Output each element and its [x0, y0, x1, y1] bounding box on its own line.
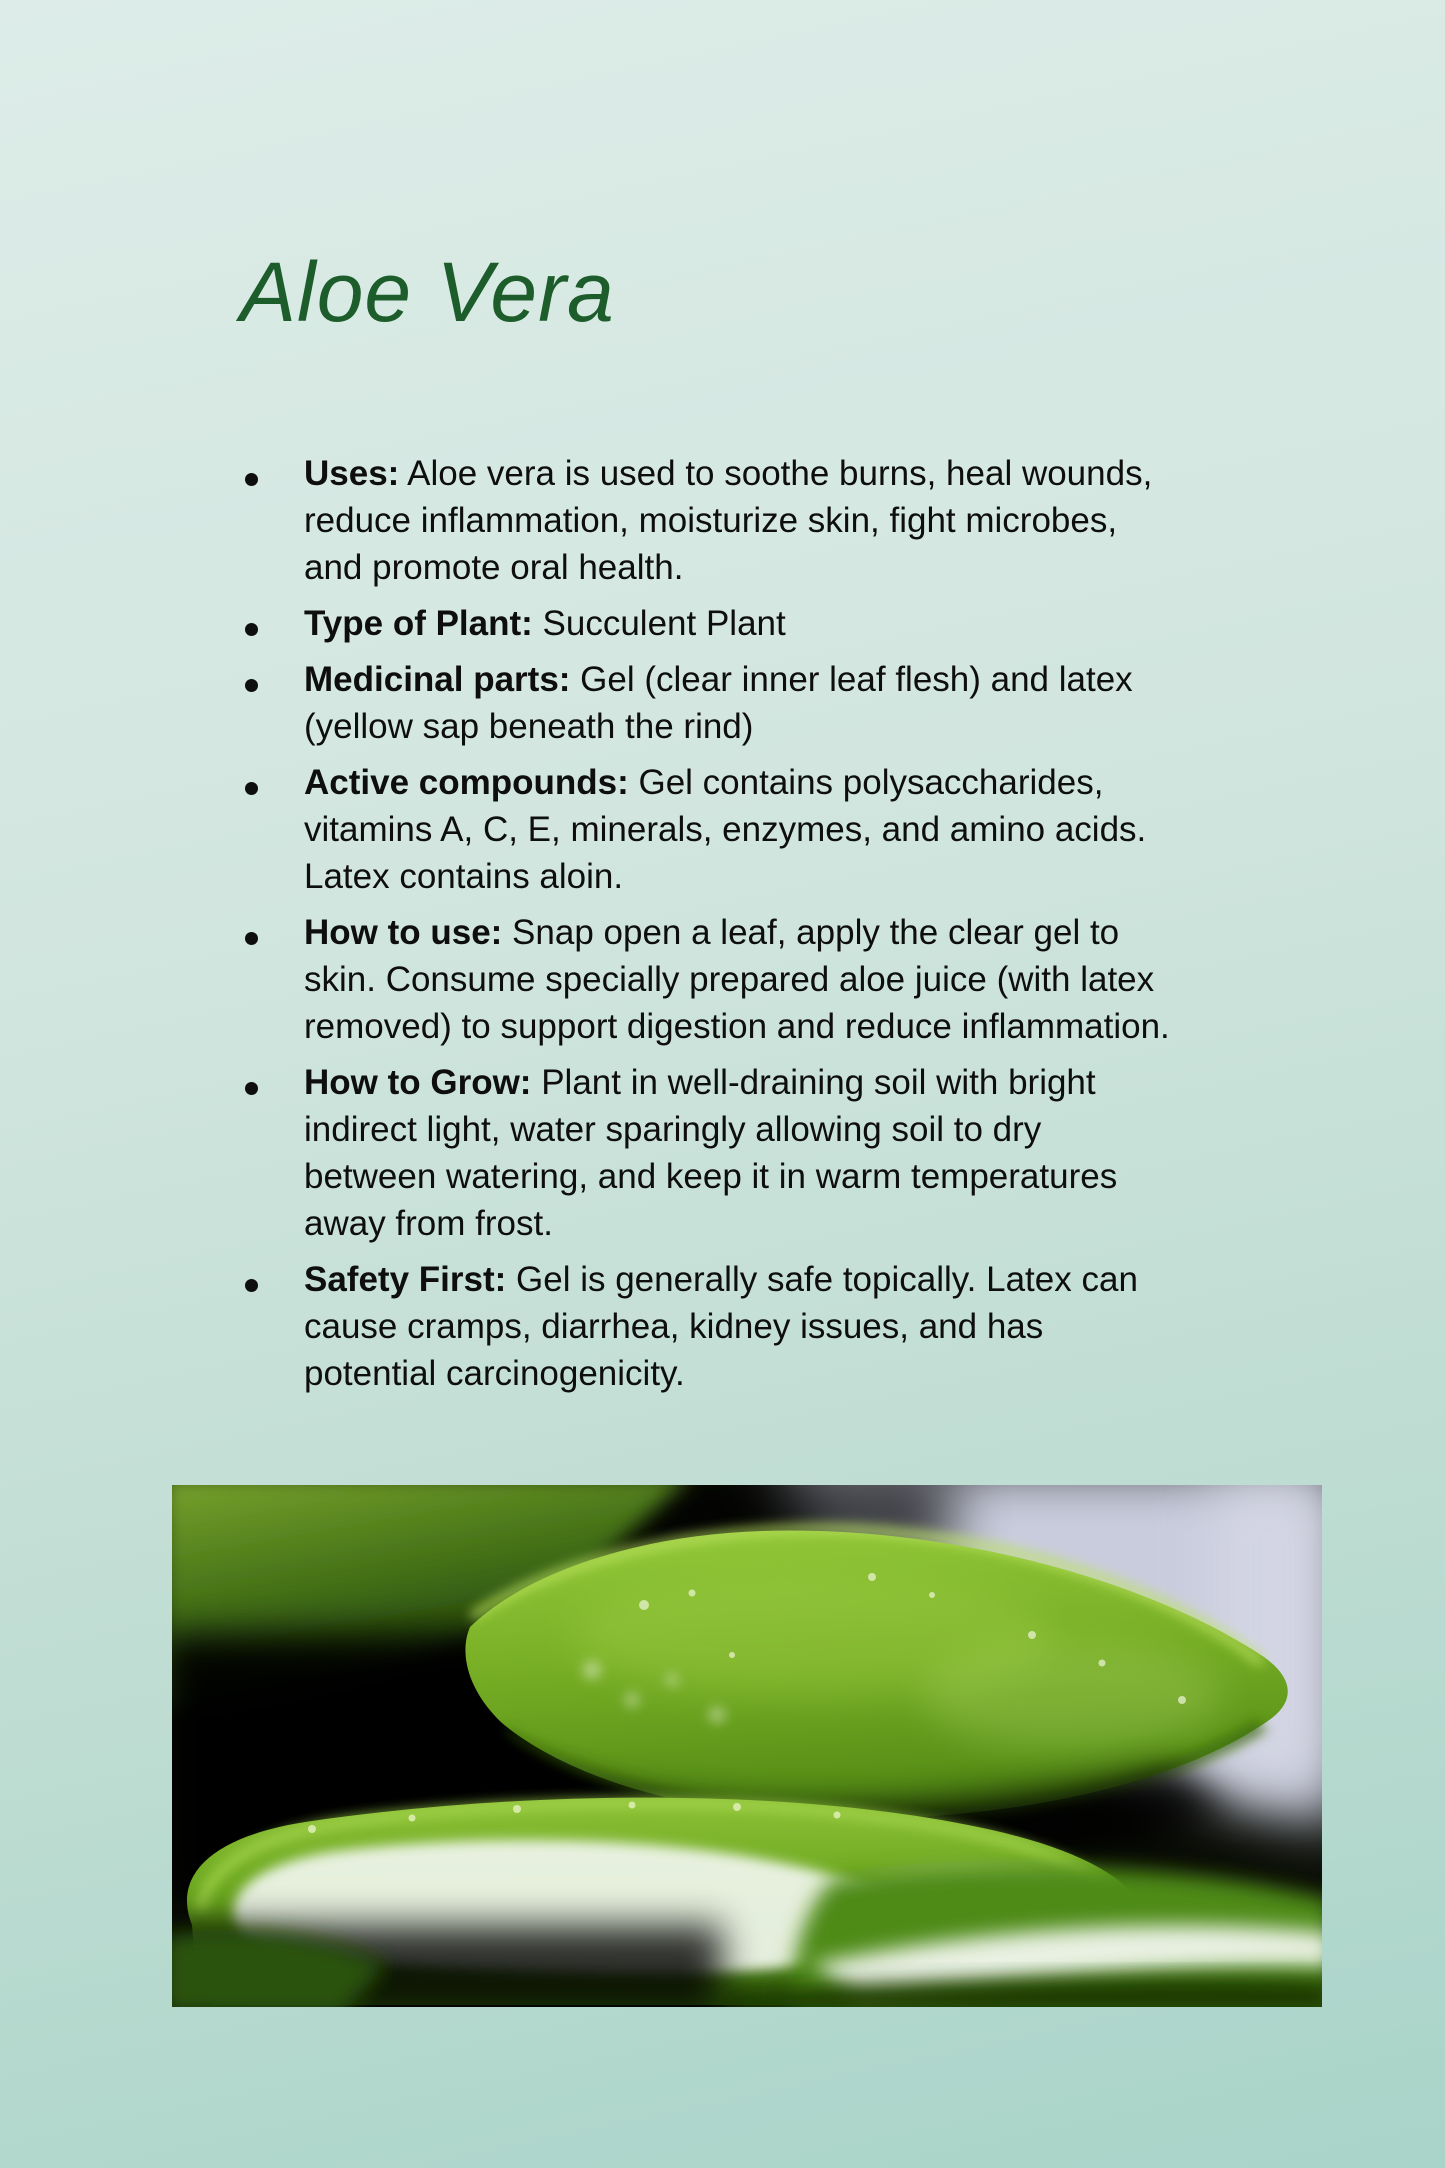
bullet-label: Type of Plant:	[304, 604, 533, 643]
bullet-label: Uses:	[304, 454, 400, 493]
bullet-text: Gel (clear inner leaf flesh) and latex (yellow sap beneath the rind)	[304, 660, 1133, 746]
bullet-item	[243, 1059, 1176, 1247]
bullet-item	[243, 759, 1176, 900]
bullet-text: Gel is generally safe topically. Latex can cause cramps, diarrhea, kidney issues, and has potential carcinogenicity.	[304, 1260, 1138, 1393]
bullet-label: Medicinal parts:	[304, 660, 571, 699]
aloe-bottom-left-shadow	[172, 1925, 722, 2007]
bullet-text: Aloe vera is used to soothe burns, heal wounds, reduce inflammation, moisturize skin, fight microbes, and promote oral health.	[304, 454, 1153, 587]
bullet-text: Snap open a leaf, apply the clear gel to skin. Consume specially prepared aloe juice (with latex removed) to support digestion and reduce inflammation.	[304, 913, 1170, 1046]
bullet-label: Active compounds:	[304, 763, 629, 802]
bullet-item	[243, 909, 1176, 1050]
bullet-text: Plant in well-draining soil with bright indirect light, water sparingly allowing soil to dry between watering, and keep it in warm temperatures away from frost.	[304, 1063, 1118, 1243]
bullet-item	[243, 656, 1176, 750]
bullet-item	[243, 600, 1176, 647]
bullet-list	[243, 450, 1176, 1406]
bullet-text: Succulent Plant	[532, 604, 786, 643]
aloe-photo	[172, 1485, 1322, 2007]
page-title: Aloe Vera	[240, 245, 615, 339]
bullet-label: Safety First:	[304, 1260, 507, 1299]
bullet-text: Gel contains polysaccharides, vitamins A, C, E, minerals, enzymes, and amino acids. Latex contains aloin.	[304, 763, 1147, 896]
bullet-item	[243, 1256, 1176, 1397]
bullet-label: How to use:	[304, 913, 503, 952]
bullet-label: How to Grow:	[304, 1063, 532, 1102]
bullet-item	[243, 450, 1176, 591]
